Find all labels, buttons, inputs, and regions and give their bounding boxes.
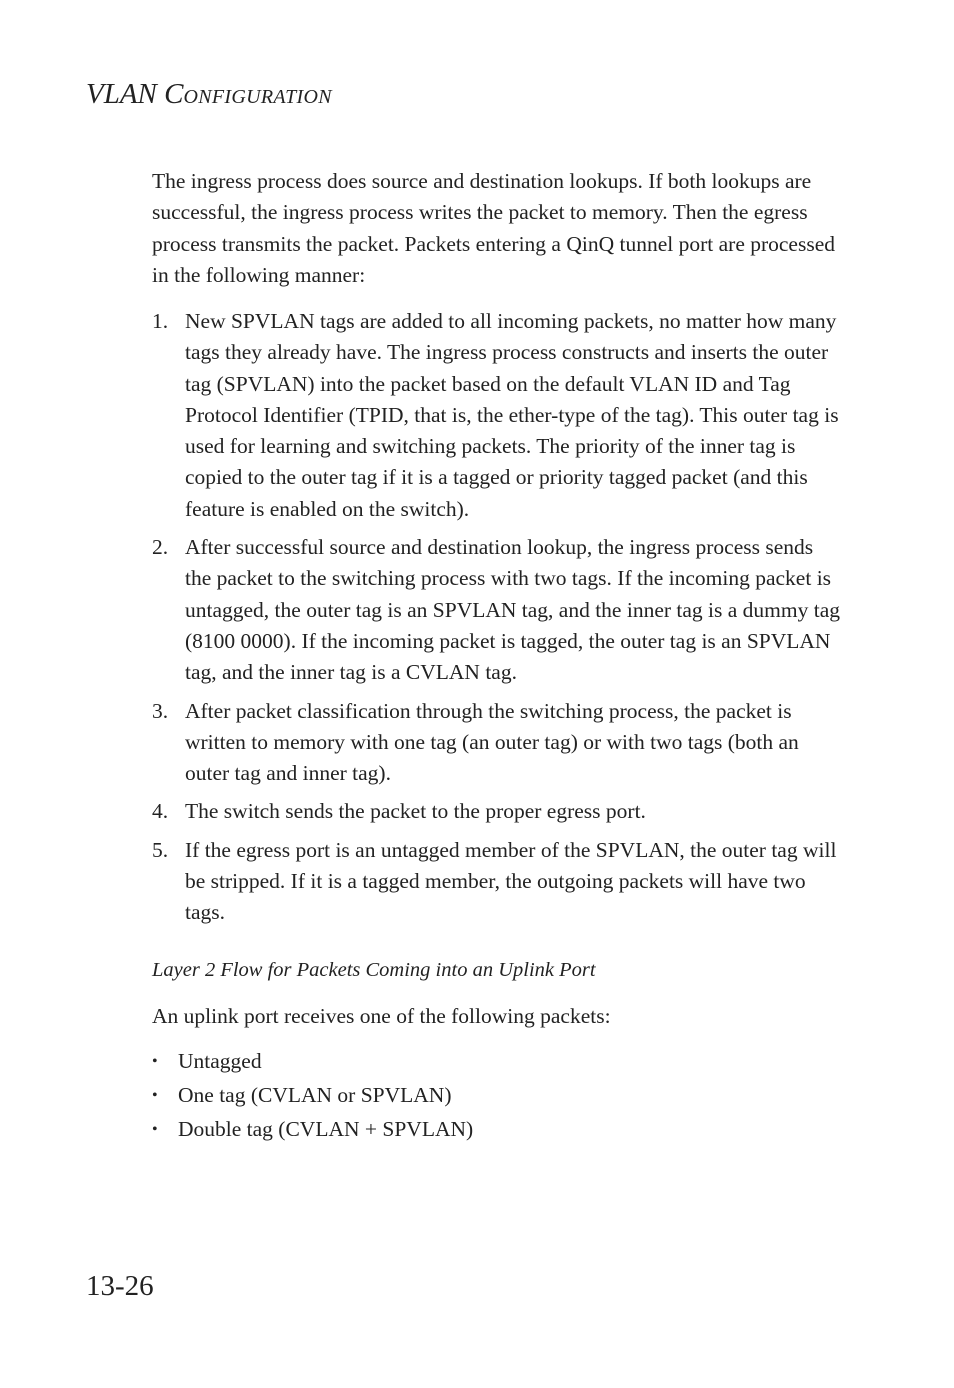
running-header-rest: ONFIGURATION [183,86,332,108]
step-number: 4. [152,799,169,824]
step-number: 1. [152,309,169,333]
bullet-text: Double tag (CVLAN + SPVLAN) [178,1117,474,1141]
step-number: 2. [152,535,169,560]
step-text: After successful source and destination lookup, the ingress process sends the packet to the switching process with two tags. If the incoming packet is untagged, the outer tag is an SPVLAN tag, and the inner tag is a dummy tag (8100 0000). If the incoming packet is tagged, the outer tag is an SPVLAN tag, and the inner tag is a CVLAN tag. [185,535,841,685]
process-steps-list [152,306,844,936]
running-header [86,80,332,109]
bullet-icon: • [152,1053,158,1070]
step-number: 3. [152,698,169,723]
bullet-text: One tag (CVLAN or SPVLAN) [178,1083,452,1107]
step-item [152,532,844,688]
packet-types-list [152,1046,652,1148]
step-item [152,796,844,827]
section-intro-paragraph: An uplink port receives one of the following packets: [152,1004,611,1028]
list-item [152,1080,652,1111]
bullet-icon: • [152,1121,158,1138]
intro-paragraph: The ingress process does source and destination lookups. If both lookups are successful, the ingress process writes the packet to memory. Then the egress process transmits the packet. Packets entering a QinQ tunnel port are processed in the following manner: [152,169,836,287]
step-text: The switch sends the packet to the proper egress port. [185,799,646,824]
step-text: After packet classification through the switching process, the packet is written to memory with one tag (an outer tag) or with two tags (both an outer tag and inner tag). [185,698,799,786]
step-item [152,835,844,929]
bullet-text: Untagged [178,1049,262,1073]
step-text: If the egress port is an untagged member of the SPVLAN, the outer tag will be stripped. If it is a tagged member, the outgoing packets will have two tags. [185,837,837,925]
section-heading: Layer 2 Flow for Packets Coming into an Uplink Port [152,959,596,981]
step-item [152,306,844,525]
list-item [152,1114,652,1145]
step-number: 5. [152,837,169,862]
step-item [152,696,844,790]
page-number: 13-26 [86,1270,154,1302]
running-header-lead: VLAN C [86,78,184,110]
bullet-icon: • [152,1087,158,1104]
list-item [152,1046,652,1077]
step-text: New SPVLAN tags are added to all incoming packets, no matter how many tags they already have. The ingress process constructs and inserts the outer tag (SPVLAN) into the packet based on the default VLAN ID and Tag Protocol Identifier (TPID, that is, the ether-type of the tag). This outer tag is used for learning and switching packets. The priority of the inner tag is copied to the outer tag if it is a tagged or priority tagged packet (and this feature is enabled on the switch). [185,309,839,521]
